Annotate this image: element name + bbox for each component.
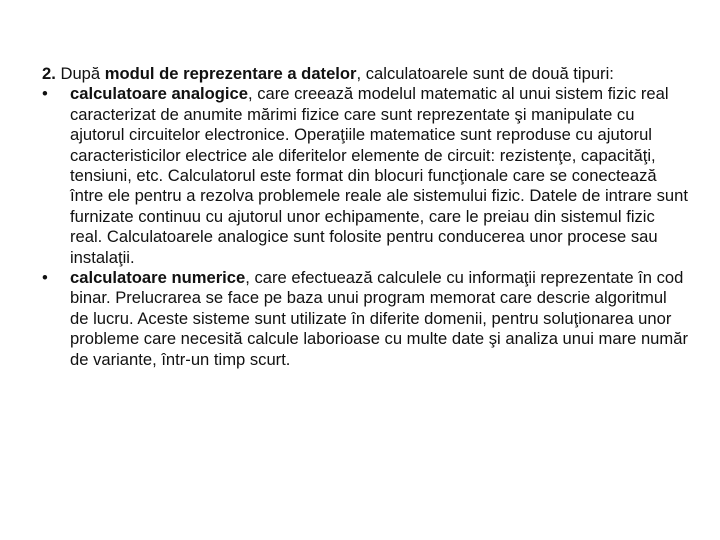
- heading-emphasis: modul de reprezentare a datelor: [104, 64, 357, 83]
- bullet-icon: •: [42, 268, 48, 288]
- slide-content: [42, 64, 688, 370]
- bullet-term: calculatoare analogice: [70, 84, 249, 104]
- bullet-item-numeric: [42, 268, 688, 370]
- bullet-text: , care efectuează calculele cu informaţii reprezentate în cod binar. Prelucrarea se face pe baza unui program memorat care descrie algoritmul de lucru. Aceste sisteme sunt utilizate în diferite domenii, pentru soluţionarea unor probleme care necesită calcule laborioase cu multe date şi analiza unui mare număr de variante, într-un timp scurt.: [70, 268, 688, 369]
- bullet-item-analog: [42, 84, 688, 268]
- section-heading: [42, 64, 688, 84]
- bullet-icon: •: [42, 84, 48, 104]
- heading-lead: După: [60, 64, 101, 83]
- bullet-term: calculatoare numerice: [70, 268, 246, 288]
- heading-rest: , calculatoarele sunt de două tipuri:: [356, 64, 614, 83]
- bullet-text: , care creează modelul matematic al unui sistem fizic real caracterizat de anumite mărimi fizice care sunt reprezentate şi manipulate cu ajutorul circuitelor electronice. Operaţiile matematice sunt reproduse cu ajutorul caracteristicilor electrice ale diferitelor elemente de circuit: rezistenţe, capacităţi, tensiuni, etc. Calculatorul este format din blocuri funcţionale care se conectează între ele pentru a rezolva problemele reale ale sistemului fizic. Datele de intrare sunt furnizate continuu cu ajutorul unor echipamente, care le preiau din sistemul fizic real. Calculatoarele analogice sunt folosite pentru conducerea unor procese sau instalaţii.: [70, 84, 688, 267]
- bullet-list: [42, 84, 688, 370]
- section-number: 2.: [42, 64, 56, 83]
